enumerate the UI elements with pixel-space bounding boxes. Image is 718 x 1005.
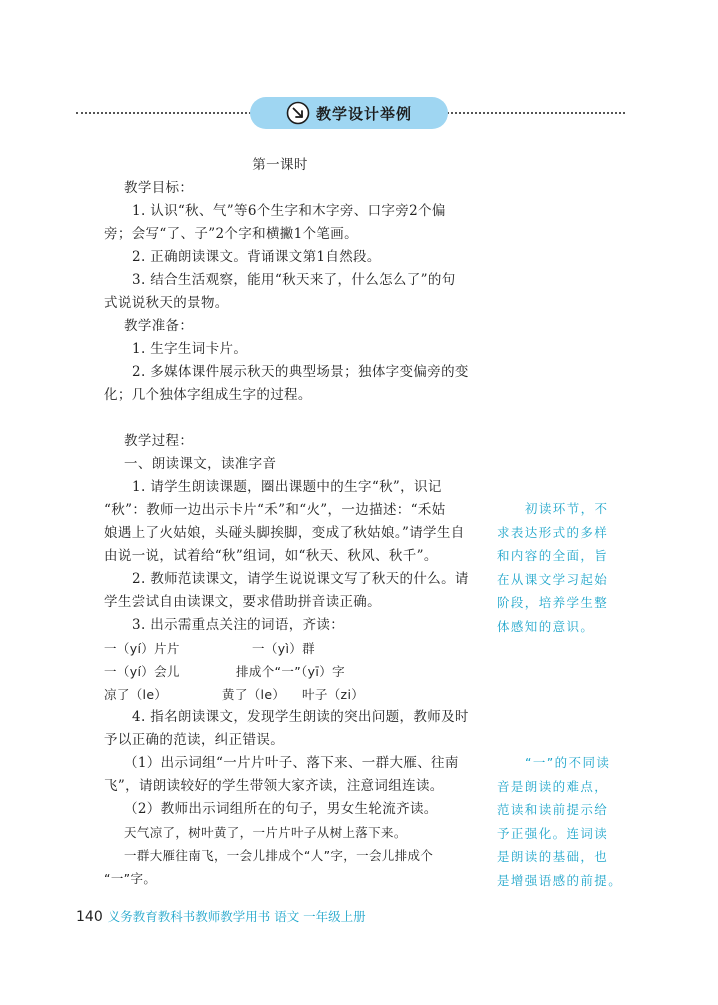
lesson-title: 第一课时 (252, 157, 308, 173)
paragraph-line: 1. 请学生朗读课题，圈出课题中的生字“秋”，识记 (132, 479, 442, 495)
preparation-heading: 教学准备： (124, 318, 194, 334)
arrow-icon (286, 101, 310, 125)
paragraph-line: “秋”：教师一边出示卡片“禾”和“火”，一边描述：“禾姑 (104, 502, 446, 518)
side-note-line: 是增强语感的前提。 (497, 872, 623, 888)
side-note-line: 体感知的意识。 (497, 618, 595, 634)
paragraph-line: （1）出示词组“一片片叶子、落下来、一群大雁、往南 (124, 755, 459, 771)
quote-line: 天气凉了，树叶黄了，一片片叶子从树上落下来。 (124, 825, 407, 840)
paragraph-line: 2. 正确朗读课文。背诵课文第1自然段。 (132, 249, 381, 265)
section-banner (250, 97, 448, 129)
word-item: 凉了（le） (104, 687, 168, 702)
word-item: 黄了（le） (222, 687, 286, 702)
paragraph-line: （2）教师出示词组所在的句子，男女生轮流齐读。 (124, 801, 438, 817)
paragraph-line: 化；几个独体字组成生字的过程。 (104, 387, 312, 403)
quote-line: 一群大雁往南飞，一会儿排成个“人”字，一会儿排成个 (124, 848, 434, 863)
paragraph-line: 予以正确的范读，纠正错误。 (104, 732, 285, 748)
objectives-heading: 教学目标： (124, 180, 194, 196)
paragraph-line: 娘遇上了火姑娘，头碰头脚挨脚，变成了秋姑娘。”请学生自 (104, 525, 465, 541)
paragraph-line: 2. 教师范读课文，请学生说说课文写了秋天的什么。请 (132, 571, 469, 587)
side-note-line: 和内容的全面，旨 (497, 548, 609, 563)
header-divider-left (76, 112, 251, 114)
side-note-line: 是朗读的基础，也 (497, 849, 609, 864)
page-footer (76, 907, 366, 925)
word-item: 排成个“一”（yī）字 (236, 664, 345, 679)
paragraph-line: 学生尝试自由读课文，要求借助拼音读正确。 (104, 594, 381, 610)
word-item: 一（yì）群 (252, 641, 315, 656)
page-number: 140 (76, 909, 103, 925)
paragraph-line: 4. 指名朗读课文，发现学生朗读的突出问题，教师及时 (132, 709, 469, 725)
process-heading: 教学过程： (124, 433, 194, 449)
side-note-line: “一”的不同读 (525, 755, 611, 770)
paragraph-line: 旁；会写“了、子”2个字和横撇1个笔画。 (104, 226, 358, 242)
part-heading: 一、朗读课文，读准字音 (124, 456, 277, 472)
side-note-line: 阶段，培养学生整 (497, 595, 609, 610)
word-item: 一（yí）会儿 (104, 664, 180, 679)
word-item: 一（yí）片片 (104, 641, 180, 656)
paragraph-line: 式说说秋天的景物。 (104, 295, 229, 311)
side-note-line: 求表达形式的多样 (497, 524, 609, 540)
side-note-line: 音是朗读的难点， (497, 778, 609, 794)
side-note (497, 497, 625, 638)
paragraph-line: 由说一说，试着给“秋”组词，如“秋天、秋风、秋千”。 (104, 548, 438, 564)
paragraph-line: 3. 出示需重点关注的词语，齐读： (132, 617, 345, 633)
side-note (497, 751, 625, 892)
word-row (104, 683, 456, 706)
main-content (104, 154, 469, 890)
paragraph-line: 1. 生字生词卡片。 (132, 341, 248, 357)
paragraph-line: 3. 结合生活观察，能用“秋天来了，什么怎么了”的句 (132, 272, 456, 288)
paragraph-line: 飞”，请朗读较好的学生带领大家齐读，注意词组连读。 (104, 778, 444, 794)
paragraph-line: 1. 认识“秋、气”等6个生字和木字旁、口字旁2个偏 (132, 203, 446, 219)
banner-title: 教学设计举例 (316, 104, 413, 123)
word-item: 叶子（zi） (302, 687, 365, 702)
word-row (104, 637, 456, 660)
side-note-line: 范读和读前提示给 (497, 802, 609, 817)
quote-line: “一”字。 (104, 871, 157, 886)
side-note-line: 初读环节，不 (525, 501, 609, 516)
book-title: 义务教育教科书教师教学用书 语文 一年级上册 (107, 909, 366, 924)
side-note-line: 予正强化。连词读 (497, 825, 609, 841)
header-divider-right (447, 112, 625, 114)
side-note-line: 在从课文学习起始 (497, 571, 609, 587)
paragraph-line: 2. 多媒体课件展示秋天的典型场景；独体字变偏旁的变 (132, 364, 469, 380)
word-row (104, 660, 456, 683)
